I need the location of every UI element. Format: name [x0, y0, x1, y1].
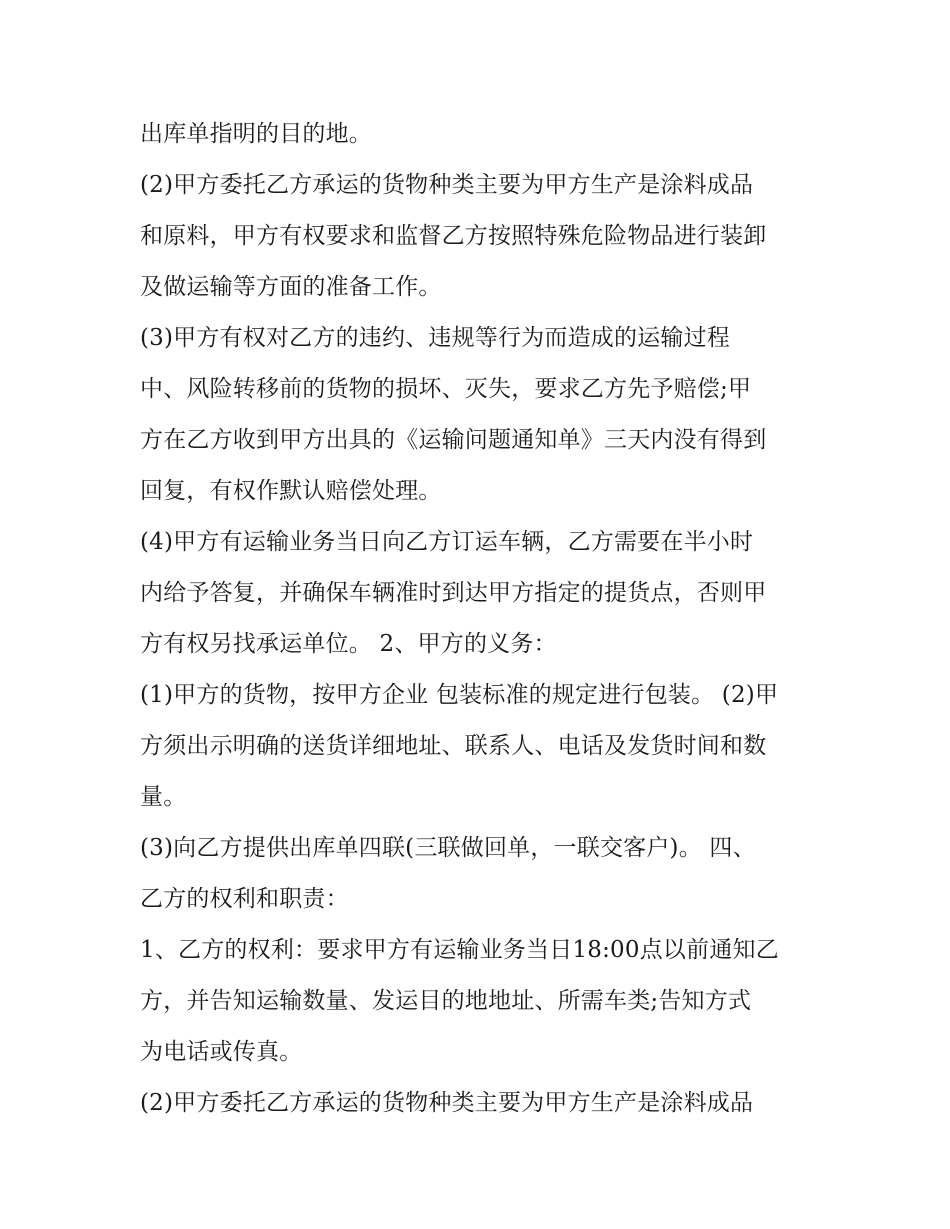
text-line: 方有权另找承运单位。 2、甲方的义务：	[140, 631, 557, 657]
text-line: 方须出示明确的送货详细地址、联系人、电话及发货时间和数	[140, 733, 767, 759]
text-line: 为电话或传真。	[140, 1039, 303, 1065]
text-line: (2)甲方委托乙方承运的货物种类主要为甲方生产是涂料成品	[140, 1090, 754, 1116]
text-line: 乙方的权利和职责：	[140, 886, 349, 912]
text-line: 方，并告知运输数量、发运目的地地址、所需车类;告知方式	[140, 988, 752, 1014]
text-line: 回复，有权作默认赔偿处理。	[140, 478, 442, 504]
text-line: (1)甲方的货物，按甲方企业 包装标准的规定进行包装。 (2)甲	[140, 682, 779, 708]
text-line: (2)甲方委托乙方承运的货物种类主要为甲方生产是涂料成品	[140, 172, 754, 198]
text-line: (3)甲方有权对乙方的违约、违规等行为而造成的运输过程	[140, 325, 730, 351]
text-line: 出库单指明的目的地。	[140, 121, 372, 147]
text-line: 内给予答复，并确保车辆准时到达甲方指定的提货点，否则甲	[140, 580, 767, 606]
document-body	[140, 109, 820, 1129]
text-line: 方在乙方收到甲方出具的《运输问题通知单》三天内没有得到	[140, 427, 767, 453]
text-line: 中、风险转移前的货物的损坏、灭失，要求乙方先予赔偿;甲	[140, 376, 752, 402]
text-line: (4)甲方有运输业务当日向乙方订运车辆，乙方需要在半小时	[140, 529, 754, 555]
text-line: 及做运输等方面的准备工作。	[140, 274, 442, 300]
text-line: 1、乙方的权利：要求甲方有运输业务当日18:00点以前通知乙	[140, 937, 779, 963]
text-line: 和原料，甲方有权要求和监督乙方按照特殊危险物品进行装卸	[140, 223, 767, 249]
text-line: (3)向乙方提供出库单四联(三联做回单，一联交客户)。 四、	[140, 835, 756, 861]
text-line: 量。	[140, 784, 187, 810]
